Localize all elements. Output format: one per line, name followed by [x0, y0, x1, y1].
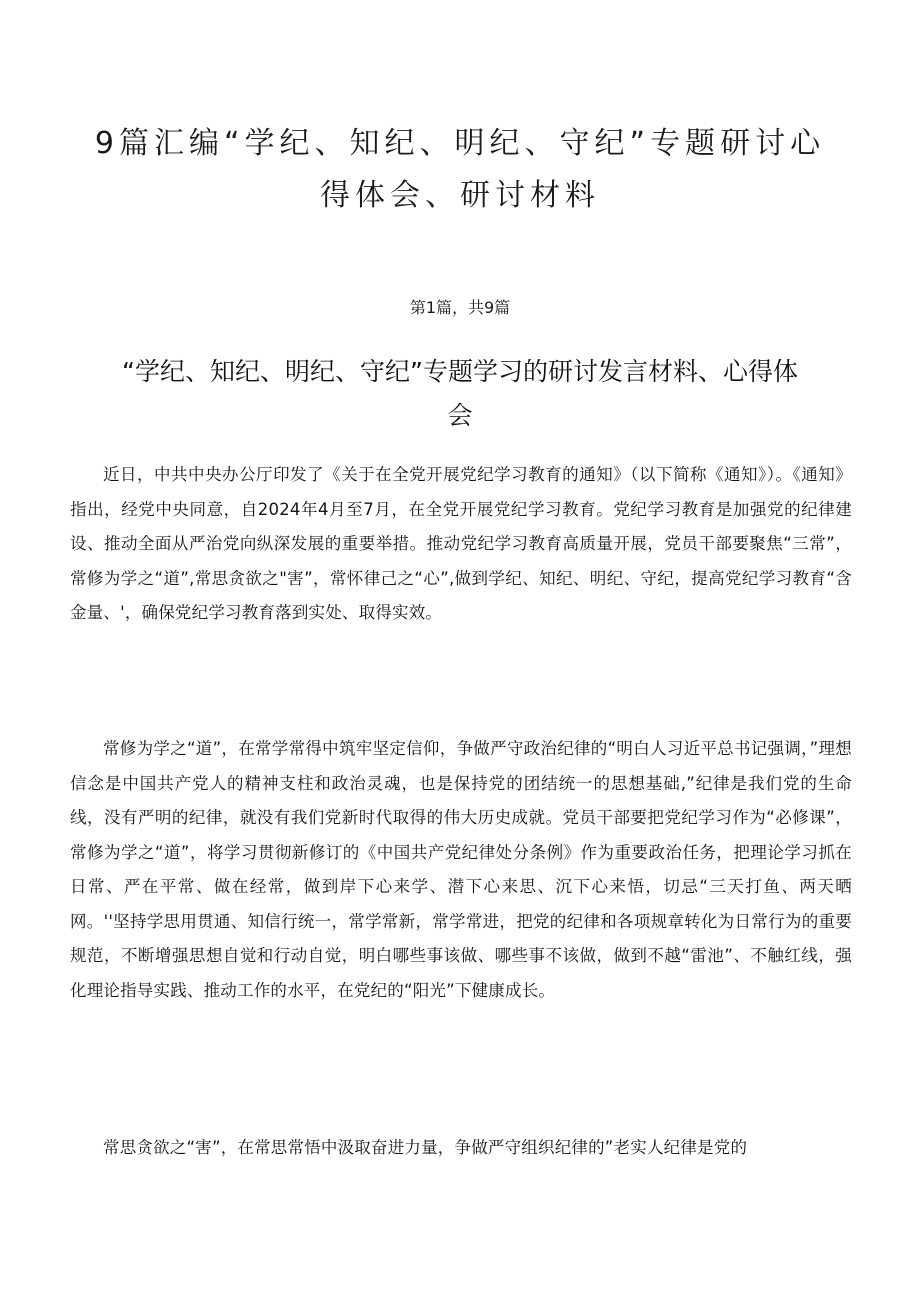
- document-title: 9篇汇编“学纪、知纪、明纪、守纪”专题研讨心得体会、研讨材料: [94, 126, 826, 213]
- section-title: “学纪、知纪、明纪、守纪”专题学习的研讨发言材料、心得体会: [122, 357, 798, 430]
- part-label: 第1篇，共9篇: [409, 298, 511, 317]
- paragraph: 常修为学之“道”，在常学常得中筑牢坚定信仰，争做严守政治纪律的“明白人习近平总书记强调，”理想信念是中国共产党人的精神支柱和政治灵魂，也是保持党的团结统一的思想基础,”纪律是我们党的生命线，没有严明的纪律，就没有我们党新时代取得的伟大历史成就。党员干部要把党纪学习作为“必修课”，常修为学之“道”，将学习贯彻新修订的《中国共产党纪律处分条例》作为重要政治任务，把理论学习抓在日常、严在平常、做在经常，做到岸下心来学、潜下心来思、沉下心来悟，切忌“三天打鱼、两天晒网。''坚持学思用贯通、知信行统一，常学常新，常学常进，把党的纪律和各项规章转化为日常行为的重要规范，不断增强思想自觉和行动自觉，明白哪些事该做、哪些事不该做，做到不越“雷池”、不触红线，强化理论指导实践、推动工作的水平，在党纪的“阳光”下健康成长。: [70, 739, 852, 1000]
- paragraph: 近日，中共中央办公厅印发了《关于在全党开展党纪学习教育的通知》（以下简称《通知》）。《通知》指出，经党中央同意，自2024年4月至7月，在全党开展党纪学习教育。党纪学习教育是加强党的纪律建设、推动全面从严治党向纵深发展的重要举措。推动党纪学习教育高质量开展，党员干部要聚焦“三常”，常修为学之“道”,常思贪欲之"害”，常怀律己之“心”,做到学纪、知纪、明纪、守纪，提高党纪学习教育“含金量、'，确保党纪学习教育落到实处、取得实效。: [70, 465, 852, 622]
- paragraph: 常思贪欲之“害”，在常思常悟中汲取奋进力量，争做严守组织纪律的”老实人纪律是党的: [103, 1138, 748, 1157]
